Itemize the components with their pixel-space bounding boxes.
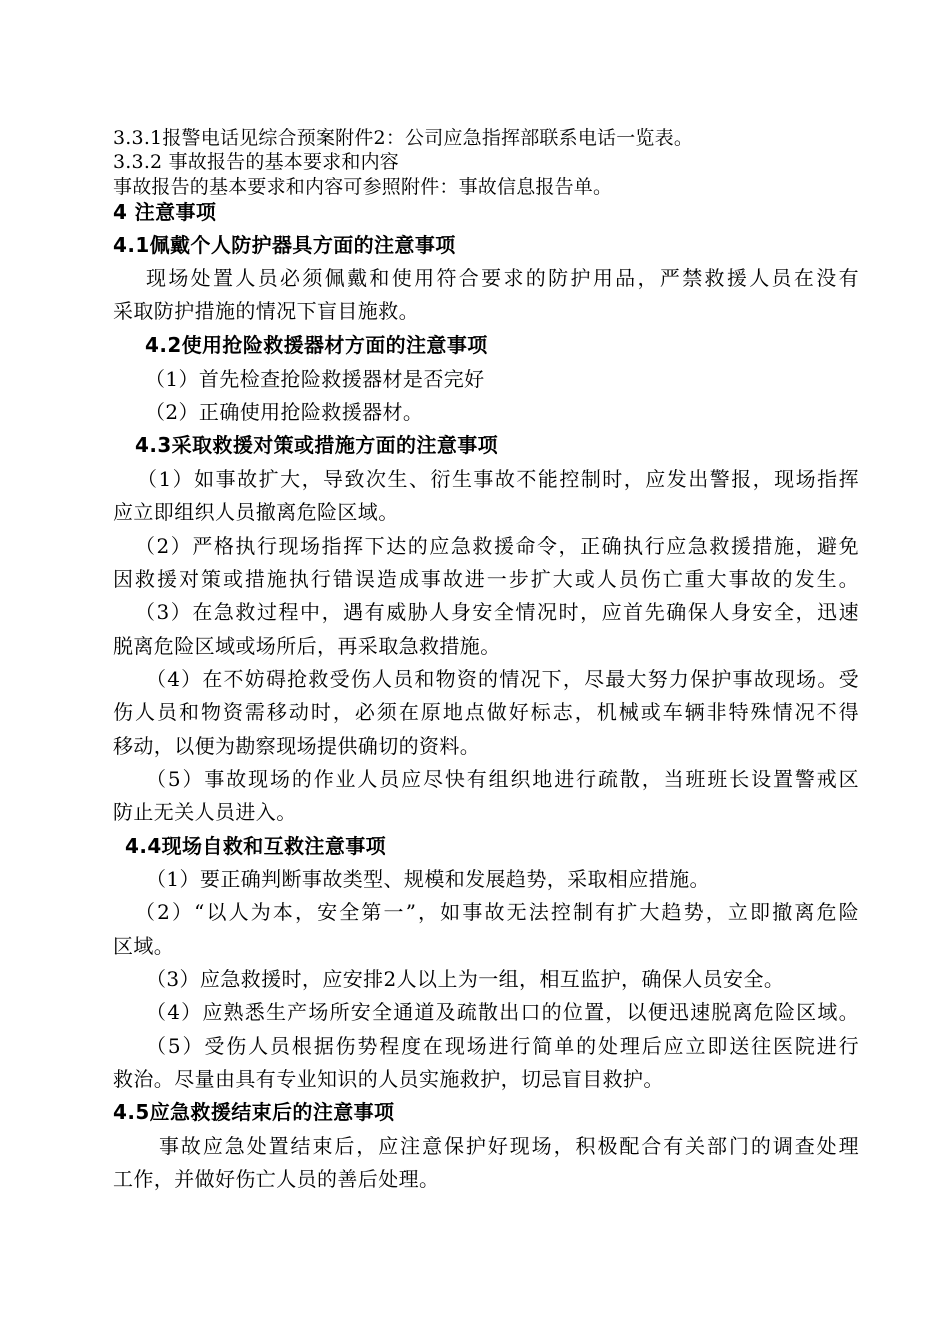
paragraph-4-3-3-line-1: （3）在急救过程中，遇有威胁人身安全情况时，应首先确保人身安全，迅速 (135, 600, 859, 624)
section-heading-4-1: 4.1佩戴个人防护器具方面的注意事项 (113, 233, 456, 257)
paragraph-4-3-4-line-1: （4）在不妨碍抢救受伤人员和物资的情况下，尽最大努力保护事故现场。受 (146, 667, 859, 691)
section-heading-4-4: 4.4现场自救和互救注意事项 (125, 834, 387, 858)
paragraph-4-3-4-line-2: 伤人员和物资需移动时，必须在原地点做好标志，机械或车辆非特殊情况不得 (113, 700, 859, 724)
paragraph-4-3-3-line-2: 脱离危险区域或场所后，再采取急救措施。 (113, 634, 501, 658)
text-line-report-reference: 事故报告的基本要求和内容可参照附件：事故信息报告单。 (113, 176, 613, 198)
paragraph-4-1-line-1: 现场处置人员必须佩戴和使用符合要求的防护用品，严禁救援人员在没有 (146, 266, 859, 290)
section-heading-4-3: 4.3采取救援对策或措施方面的注意事项 (135, 433, 499, 457)
paragraph-4-5-line-2: 工作，并做好伤亡人员的善后处理。 (113, 1167, 440, 1191)
paragraph-4-3-2-line-2: 因救援对策或措施执行错误造成事故进一步扩大或人员伤亡重大事故的发生。 (113, 567, 859, 591)
text-line-3-3-1: 3.3.1报警电话见综合预案附件2：公司应急指挥部联系电话一览表。 (113, 127, 694, 149)
section-heading-4: 4 注意事项 (113, 200, 217, 224)
list-item-4-4-1: （1）要正确判断事故类型、规模和发展趋势，采取相应措施。 (146, 867, 710, 891)
list-item-4-2-2: （2）正确使用抢险救援器材。 (145, 400, 424, 424)
section-heading-4-2: 4.2使用抢险救援器材方面的注意事项 (145, 333, 488, 357)
paragraph-4-4-5-line-2: 救治。尽量由具有专业知识的人员实施救护，切忌盲目救护。 (113, 1067, 664, 1091)
paragraph-4-3-2-line-1: （2）严格执行现场指挥下达的应急救援命令，正确执行应急救援措施，避免 (135, 534, 859, 558)
paragraph-4-5-line-1: 事故应急处置结束后，应注意保护好现场，积极配合有关部门的调查处理 (159, 1134, 859, 1158)
paragraph-4-4-5-line-1: （5）受伤人员根据伤势程度在现场进行简单的处理后应立即送往医院进行 (146, 1034, 859, 1058)
list-item-4-2-1: （1）首先检查抢险救援器材是否完好 (145, 367, 485, 391)
list-item-4-4-4: （4）应熟悉生产场所安全通道及疏散出口的位置，以便迅速脱离危险区域。 (146, 1000, 859, 1024)
paragraph-4-3-1-line-1: （1）如事故扩大，导致次生、衍生事故不能控制时，应发出警报，现场指挥 (137, 467, 859, 491)
paragraph-4-4-2-line-2: 区域。 (113, 934, 175, 958)
paragraph-4-3-5-line-1: （5）事故现场的作业人员应尽快有组织地进行疏散，当班班长设置警戒区 (146, 767, 859, 791)
subheading-3-3-2: 3.3.2 事故报告的基本要求和内容 (113, 151, 399, 173)
paragraph-4-3-4-line-3: 移动，以便为勘察现场提供确切的资料。 (113, 734, 481, 758)
list-item-4-4-3: （3）应急救援时，应安排2人以上为一组，相互监护，确保人员安全。 (146, 967, 785, 991)
section-heading-4-5: 4.5应急救援结束后的注意事项 (113, 1100, 395, 1124)
paragraph-4-1-line-2: 采取防护措施的情况下盲目施救。 (113, 299, 419, 323)
paragraph-4-3-1-line-2: 应立即组织人员撤离危险区域。 (113, 500, 399, 524)
paragraph-4-3-5-line-2: 防止无关人员进入。 (113, 800, 297, 824)
paragraph-4-4-2-line-1: （2）“以人为本，安全第一”，如事故无法控制有扩大趋势，立即撤离危险 (135, 900, 859, 924)
